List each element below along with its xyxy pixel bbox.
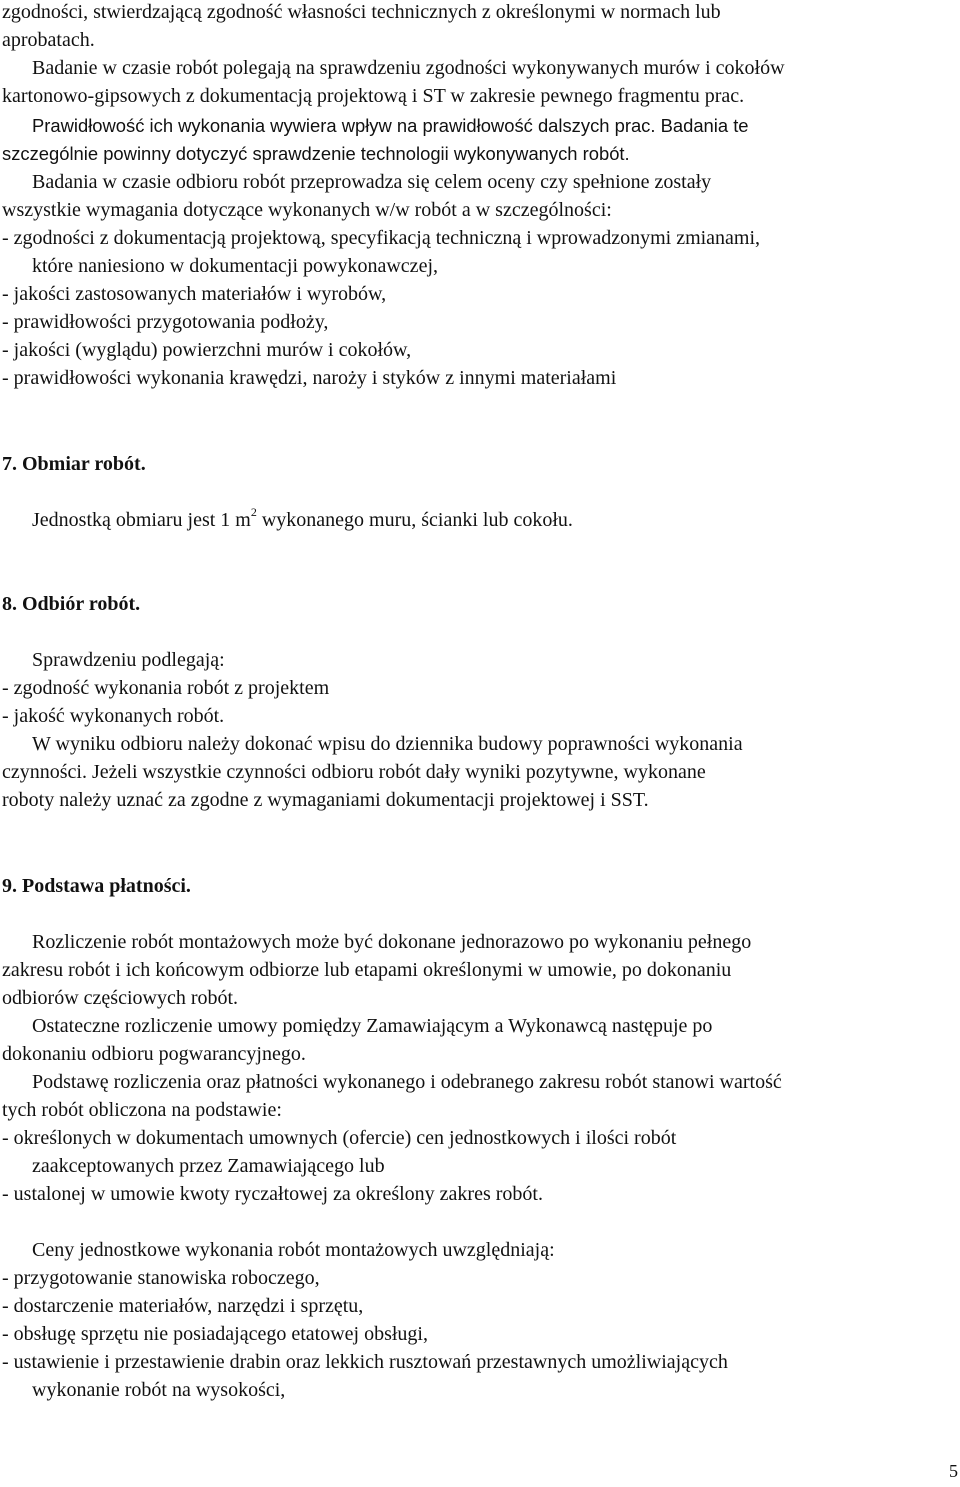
body-text-line: Ostateczne rozliczenie umowy pomiędzy Zamawiającym a Wykonawcą następuje po (32, 1015, 713, 1037)
section-heading-obmiar: 7. Obmiar robót. (2, 453, 146, 475)
body-text-line: odbiorów częściowych robót. (2, 987, 239, 1009)
section-heading-odbior: 8. Odbiór robót. (2, 593, 141, 615)
body-text-line: czynności. Jeżeli wszystkie czynności odbioru robót dały wyniki pozytywne, wykonane (2, 761, 706, 783)
body-text-line: zakresu robót i ich końcowym odbiorze lub etapami określonymi w umowie, po dokonaniu (2, 959, 732, 981)
list-item: - ustawienie i przestawienie drabin oraz lekkich rusztowań przestawnych umożliwiających (2, 1351, 728, 1373)
list-item: - jakości (wyglądu) powierzchni murów i cokołów, (2, 339, 412, 361)
body-text-line: tych robót obliczona na podstawie: (2, 1099, 282, 1121)
body-text-line: zgodności, stwierdzającą zgodność własności technicznych z określonymi w normach lub (2, 1, 721, 23)
body-text-line: Ceny jednostkowe wykonania robót montażowych uwzględniają: (32, 1239, 555, 1261)
body-text-line: szczególnie powinny dotyczyć sprawdzenie technologii wykonywanych robót. (2, 143, 630, 164)
measurement-text: Jednostką obmiaru jest 1 m (32, 509, 251, 531)
superscript: 2 (250, 505, 257, 520)
list-item-continuation: zaakceptowanych przez Zamawiającego lub (32, 1155, 385, 1177)
body-text-line: wszystkie wymagania dotyczące wykonanych w/w robót a w szczególności: (2, 199, 612, 221)
body-text-line: Rozliczenie robót montażowych może być dokonane jednorazowo po wykonaniu pełnego (32, 931, 752, 953)
list-item: - zgodności z dokumentacją projektową, specyfikacją techniczną i wprowadzonymi zmianami, (2, 227, 761, 249)
body-text-line: W wyniku odbioru należy dokonać wpisu do dziennika budowy poprawności wykonania (32, 733, 743, 755)
body-text-line: kartonowo-gipsowych z dokumentacją projektową i ST w zakresie pewnego fragmentu prac. (2, 85, 745, 107)
list-item: - prawidłowości wykonania krawędzi, naroży i styków z innymi materiałami (2, 367, 617, 389)
list-item: - ustalonej w umowie kwoty ryczałtowej za określony zakres robót. (2, 1183, 543, 1205)
section-heading-platnosci: 9. Podstawa płatności. (2, 875, 191, 897)
body-text-line: Sprawdzeniu podlegają: (32, 649, 225, 671)
list-item-continuation: które naniesiono w dokumentacji powykonawczej, (32, 255, 438, 277)
list-item-continuation: wykonanie robót na wysokości, (32, 1379, 286, 1401)
list-item: - dostarczenie materiałów, narzędzi i sprzętu, (2, 1295, 364, 1317)
list-item: - prawidłowości przygotowania podłoży, (2, 311, 329, 333)
list-item: - określonych w dokumentach umownych (ofercie) cen jednostkowych i ilości robót (2, 1127, 677, 1149)
list-item: - jakości zastosowanych materiałów i wyrobów, (2, 283, 387, 305)
body-text-line: Badanie w czasie robót polegają na sprawdzeniu zgodności wykonywanych murów i cokołów (32, 57, 785, 79)
list-item: - zgodność wykonania robót z projektem (2, 677, 330, 699)
body-text-line: Podstawę rozliczenia oraz płatności wykonanego i odebranego zakresu robót stanowi wartość (32, 1071, 782, 1093)
body-text-line (32, 505, 573, 532)
body-text-line: roboty należy uznać za zgodne z wymaganiami dokumentacji projektowej i SST. (2, 789, 649, 811)
list-item: - przygotowanie stanowiska roboczego, (2, 1267, 320, 1289)
list-item: - obsługę sprzętu nie posiadającego etatowej obsługi, (2, 1323, 428, 1345)
body-text-line: Prawidłowość ich wykonania wywiera wpływ na prawidłowość dalszych prac. Badania te (32, 115, 749, 136)
body-text-line: dokonaniu odbioru pogwarancyjnego. (2, 1043, 306, 1065)
page-number: 5 (949, 1461, 958, 1481)
body-text-line: aprobatach. (2, 29, 95, 51)
list-item: - jakość wykonanych robót. (2, 705, 225, 727)
measurement-text-rest: wykonanego muru, ścianki lub cokołu. (256, 509, 573, 531)
body-text-line: Badania w czasie odbioru robót przeprowadza się celem oceny czy spełnione zostały (32, 171, 712, 193)
